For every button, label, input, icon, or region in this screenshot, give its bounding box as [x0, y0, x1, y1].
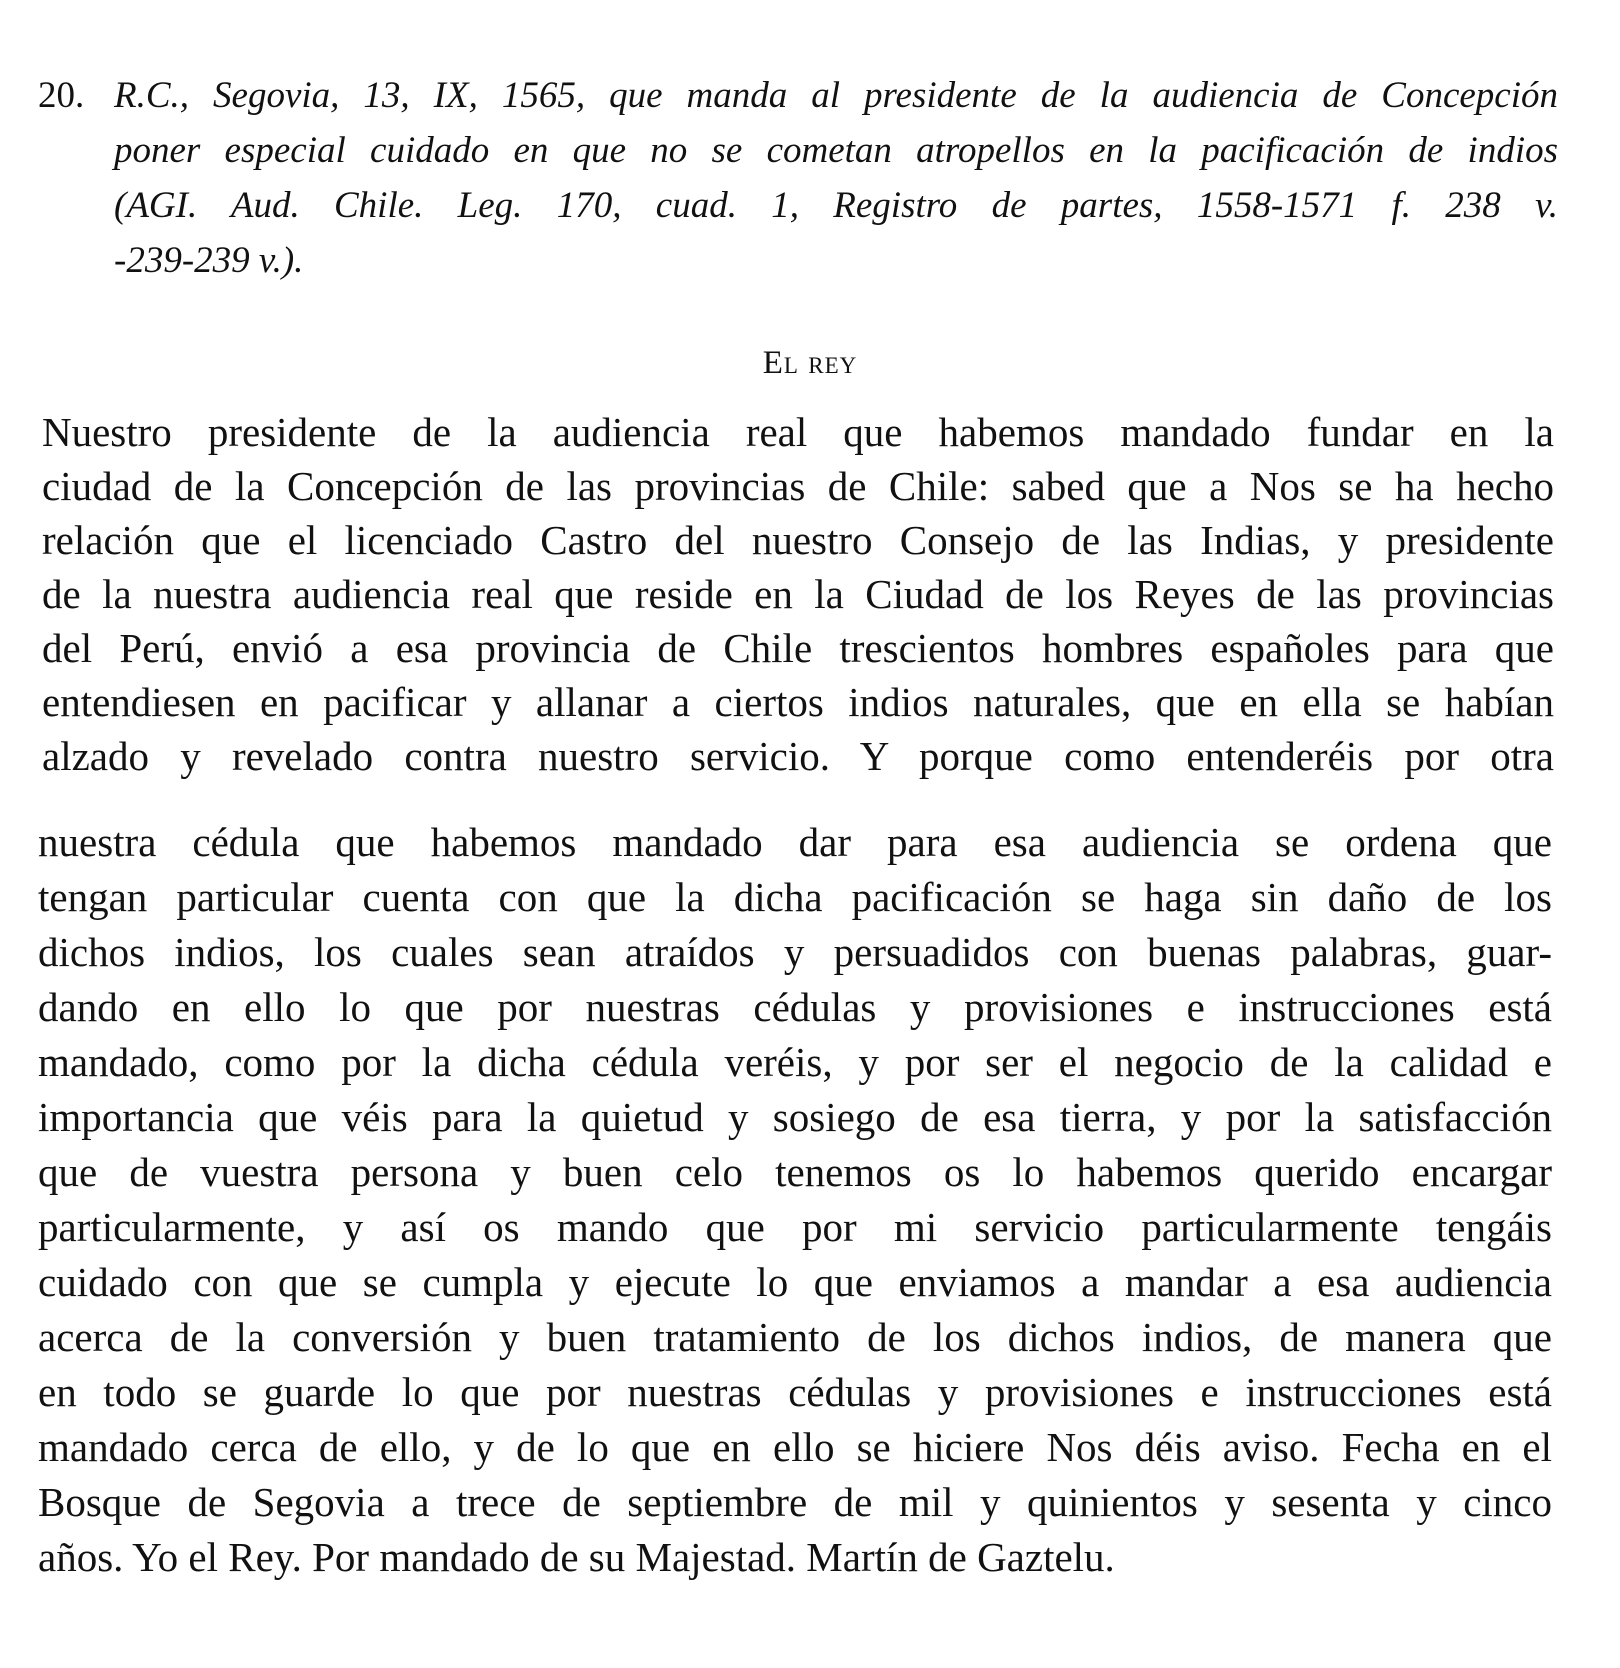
- text-line: entendiesen en pacificar y allanar a ciertos indios naturales, que en ella se habían: [42, 679, 1554, 725]
- citation-line: (AGI. Aud. Chile. Leg. 170, cuad. 1, Registro de partes, 1558-1571 f. 238 v.: [114, 185, 1558, 226]
- text-line: que de vuestra persona y buen celo tenemos os lo habemos querido encargar: [38, 1149, 1552, 1195]
- text-line: ciudad de la Concepción de las provincias de Chile: sabed que a Nos se ha hecho: [42, 463, 1554, 509]
- text-line: cuidado con que se cumpla y ejecute lo que enviamos a mandar a esa audiencia: [38, 1259, 1552, 1305]
- citation-line: poner especial cuidado en que no se cometan atropellos en la pacificación de indios: [114, 130, 1558, 171]
- text-line: alzado y revelado contra nuestro servicio. Y porque como entenderéis por otra: [42, 733, 1554, 779]
- citation-line: R.C., Segovia, 13, IX, 1565, que manda al presidente de la audiencia de Concepción: [114, 75, 1558, 116]
- text-line: relación que el licenciado Castro del nuestro Consejo de las Indias, y presidente: [42, 517, 1554, 563]
- text-line: particularmente, y así os mando que por mi servicio particularmente tengáis: [38, 1204, 1552, 1250]
- text-line: mandado, como por la dicha cédula veréis, y por ser el negocio de la calidad e: [38, 1039, 1552, 1085]
- text-line: mandado cerca de ello, y de lo que en ello se hiciere Nos déis aviso. Fecha en el: [38, 1424, 1552, 1470]
- text-line: dichos indios, los cuales sean atraídos y persuadidos con buenas palabras, guar-: [38, 929, 1552, 975]
- citation-line: -239-239 v.).: [114, 240, 304, 281]
- text-line: tengan particular cuenta con que la dicha pacificación se haga sin daño de los: [38, 874, 1552, 920]
- text-line: en todo se guarde lo que por nuestras cédulas y provisiones e instrucciones está: [38, 1369, 1552, 1415]
- text-line: del Perú, envió a esa provincia de Chile trescientos hombres españoles para que: [42, 625, 1554, 671]
- text-line: importancia que véis para la quietud y sosiego de esa tierra, y por la satisfacción: [38, 1094, 1552, 1140]
- text-line: dando en ello lo que por nuestras cédulas y provisiones e instrucciones está: [38, 984, 1552, 1030]
- text-line: acerca de la conversión y buen tratamiento de los dichos indios, de manera que: [38, 1314, 1552, 1360]
- text-line: de la nuestra audiencia real que reside en la Ciudad de los Reyes de las provincias: [42, 571, 1554, 617]
- text-line: años. Yo el Rey. Por mandado de su Majestad. Martín de Gaztelu.: [38, 1534, 1115, 1580]
- entry-number: 20.: [38, 75, 85, 116]
- text-line: nuestra cédula que habemos mandado dar para esa audiencia se ordena que: [38, 819, 1552, 865]
- document-title: El rey: [762, 345, 858, 381]
- text-line: Bosque de Segovia a trece de septiembre de mil y quinientos y sesenta y cinco: [38, 1479, 1552, 1525]
- text-line: Nuestro presidente de la audiencia real que habemos mandado fundar en la: [42, 409, 1554, 455]
